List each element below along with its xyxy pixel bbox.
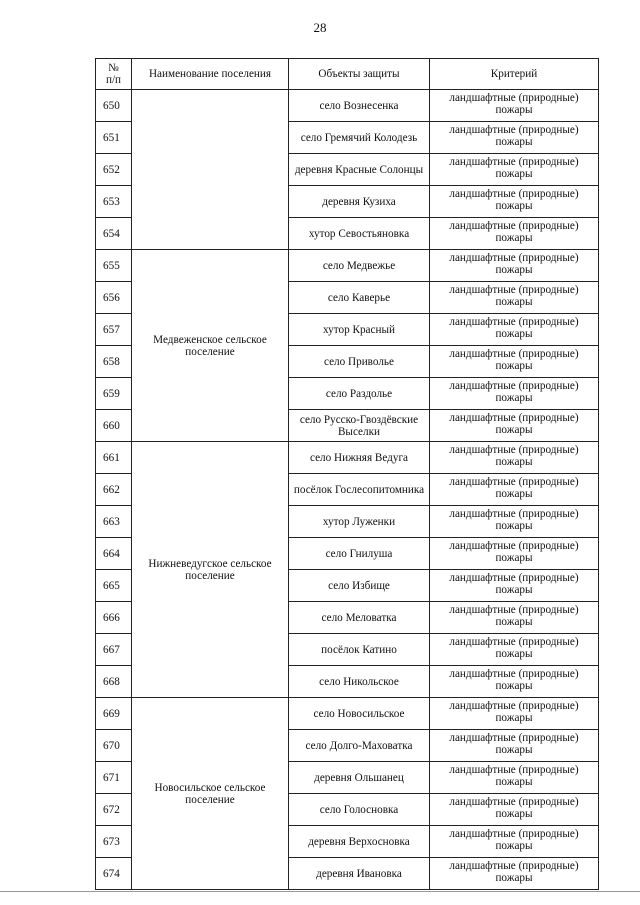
criterion: ландшафтные (природные) пожары (430, 410, 599, 442)
criterion: ландшафтные (природные) пожары (430, 250, 599, 282)
criterion: ландшафтные (природные) пожары (430, 858, 599, 890)
criterion: ландшафтные (природные) пожары (430, 442, 599, 474)
protection-object: село Долго-Маховатка (289, 730, 430, 762)
criterion: ландшафтные (природные) пожары (430, 730, 599, 762)
criterion: ландшафтные (природные) пожары (430, 698, 599, 730)
criterion: ландшафтные (природные) пожары (430, 602, 599, 634)
protection-object: деревня Верхосновка (289, 826, 430, 858)
criterion: ландшафтные (природные) пожары (430, 314, 599, 346)
row-number: 664 (96, 538, 132, 570)
criterion: ландшафтные (природные) пожары (430, 90, 599, 122)
protection-object: село Новосильское (289, 698, 430, 730)
criterion: ландшафтные (природные) пожары (430, 282, 599, 314)
row-number: 658 (96, 346, 132, 378)
row-number: 660 (96, 410, 132, 442)
settlement-name: Нижневедугское сельское поселение (132, 442, 289, 698)
page-number: 28 (313, 20, 327, 35)
protection-object: село Избище (289, 570, 430, 602)
protection-object: село Приволье (289, 346, 430, 378)
settlement-name: Медвеженское сельское поселение (132, 250, 289, 442)
criterion: ландшафтные (природные) пожары (430, 794, 599, 826)
protection-object: село Гремячий Колодезь (289, 122, 430, 154)
row-number: 669 (96, 698, 132, 730)
protection-object: деревня Красные Солонцы (289, 154, 430, 186)
row-number: 653 (96, 186, 132, 218)
header-settlement: Наименование поселения (132, 59, 289, 90)
row-number: 657 (96, 314, 132, 346)
protection-object: село Меловатка (289, 602, 430, 634)
header-object: Объекты защиты (289, 59, 430, 90)
protection-object: хутор Луженки (289, 506, 430, 538)
protection-object: село Русско-Гвоздёвские Выселки (289, 410, 430, 442)
row-number: 651 (96, 122, 132, 154)
header-criterion: Критерий (430, 59, 599, 90)
row-number: 668 (96, 666, 132, 698)
row-number: 674 (96, 858, 132, 890)
criterion: ландшафтные (природные) пожары (430, 538, 599, 570)
criterion: ландшафтные (природные) пожары (430, 762, 599, 794)
criterion: ландшафтные (природные) пожары (430, 378, 599, 410)
row-number: 667 (96, 634, 132, 666)
row-number: 655 (96, 250, 132, 282)
table-header-row (96, 59, 599, 90)
protection-object: село Вознесенка (289, 90, 430, 122)
table-row (96, 90, 599, 122)
protection-object: село Гнилуша (289, 538, 430, 570)
row-number: 672 (96, 794, 132, 826)
row-number: 662 (96, 474, 132, 506)
protection-object: село Нижняя Ведуга (289, 442, 430, 474)
row-number: 666 (96, 602, 132, 634)
protection-objects-table (95, 58, 599, 890)
protection-object: хутор Красный (289, 314, 430, 346)
row-number: 670 (96, 730, 132, 762)
table-row (96, 250, 599, 282)
page-bottom-rule (0, 891, 640, 892)
table-row (96, 442, 599, 474)
table-body (96, 90, 599, 890)
settlement-name: Новосильское сельское поселение (132, 698, 289, 890)
protection-object: посёлок Гослесопитомника (289, 474, 430, 506)
row-number: 673 (96, 826, 132, 858)
protection-object: деревня Ивановка (289, 858, 430, 890)
criterion: ландшафтные (природные) пожары (430, 634, 599, 666)
row-number: 665 (96, 570, 132, 602)
header-num: № п/п (96, 59, 132, 90)
settlement-name (132, 90, 289, 250)
protection-object: посёлок Катино (289, 634, 430, 666)
criterion: ландшафтные (природные) пожары (430, 122, 599, 154)
criterion: ландшафтные (природные) пожары (430, 346, 599, 378)
protection-object: хутор Севостьяновка (289, 218, 430, 250)
row-number: 654 (96, 218, 132, 250)
protection-object: село Голосновка (289, 794, 430, 826)
row-number: 650 (96, 90, 132, 122)
criterion: ландшафтные (природные) пожары (430, 570, 599, 602)
protection-object: село Медвежье (289, 250, 430, 282)
criterion: ландшафтные (природные) пожары (430, 826, 599, 858)
criterion: ландшафтные (природные) пожары (430, 666, 599, 698)
row-number: 659 (96, 378, 132, 410)
criterion: ландшафтные (природные) пожары (430, 186, 599, 218)
protection-object: деревня Кузиха (289, 186, 430, 218)
protection-object: деревня Ольшанец (289, 762, 430, 794)
row-number: 663 (96, 506, 132, 538)
criterion: ландшафтные (природные) пожары (430, 154, 599, 186)
criterion: ландшафтные (природные) пожары (430, 474, 599, 506)
criterion: ландшафтные (природные) пожары (430, 506, 599, 538)
protection-object: село Никольское (289, 666, 430, 698)
row-number: 671 (96, 762, 132, 794)
row-number: 652 (96, 154, 132, 186)
row-number: 656 (96, 282, 132, 314)
protection-object: село Каверье (289, 282, 430, 314)
row-number: 661 (96, 442, 132, 474)
criterion: ландшафтные (природные) пожары (430, 218, 599, 250)
table-row (96, 698, 599, 730)
protection-object: село Раздолье (289, 378, 430, 410)
